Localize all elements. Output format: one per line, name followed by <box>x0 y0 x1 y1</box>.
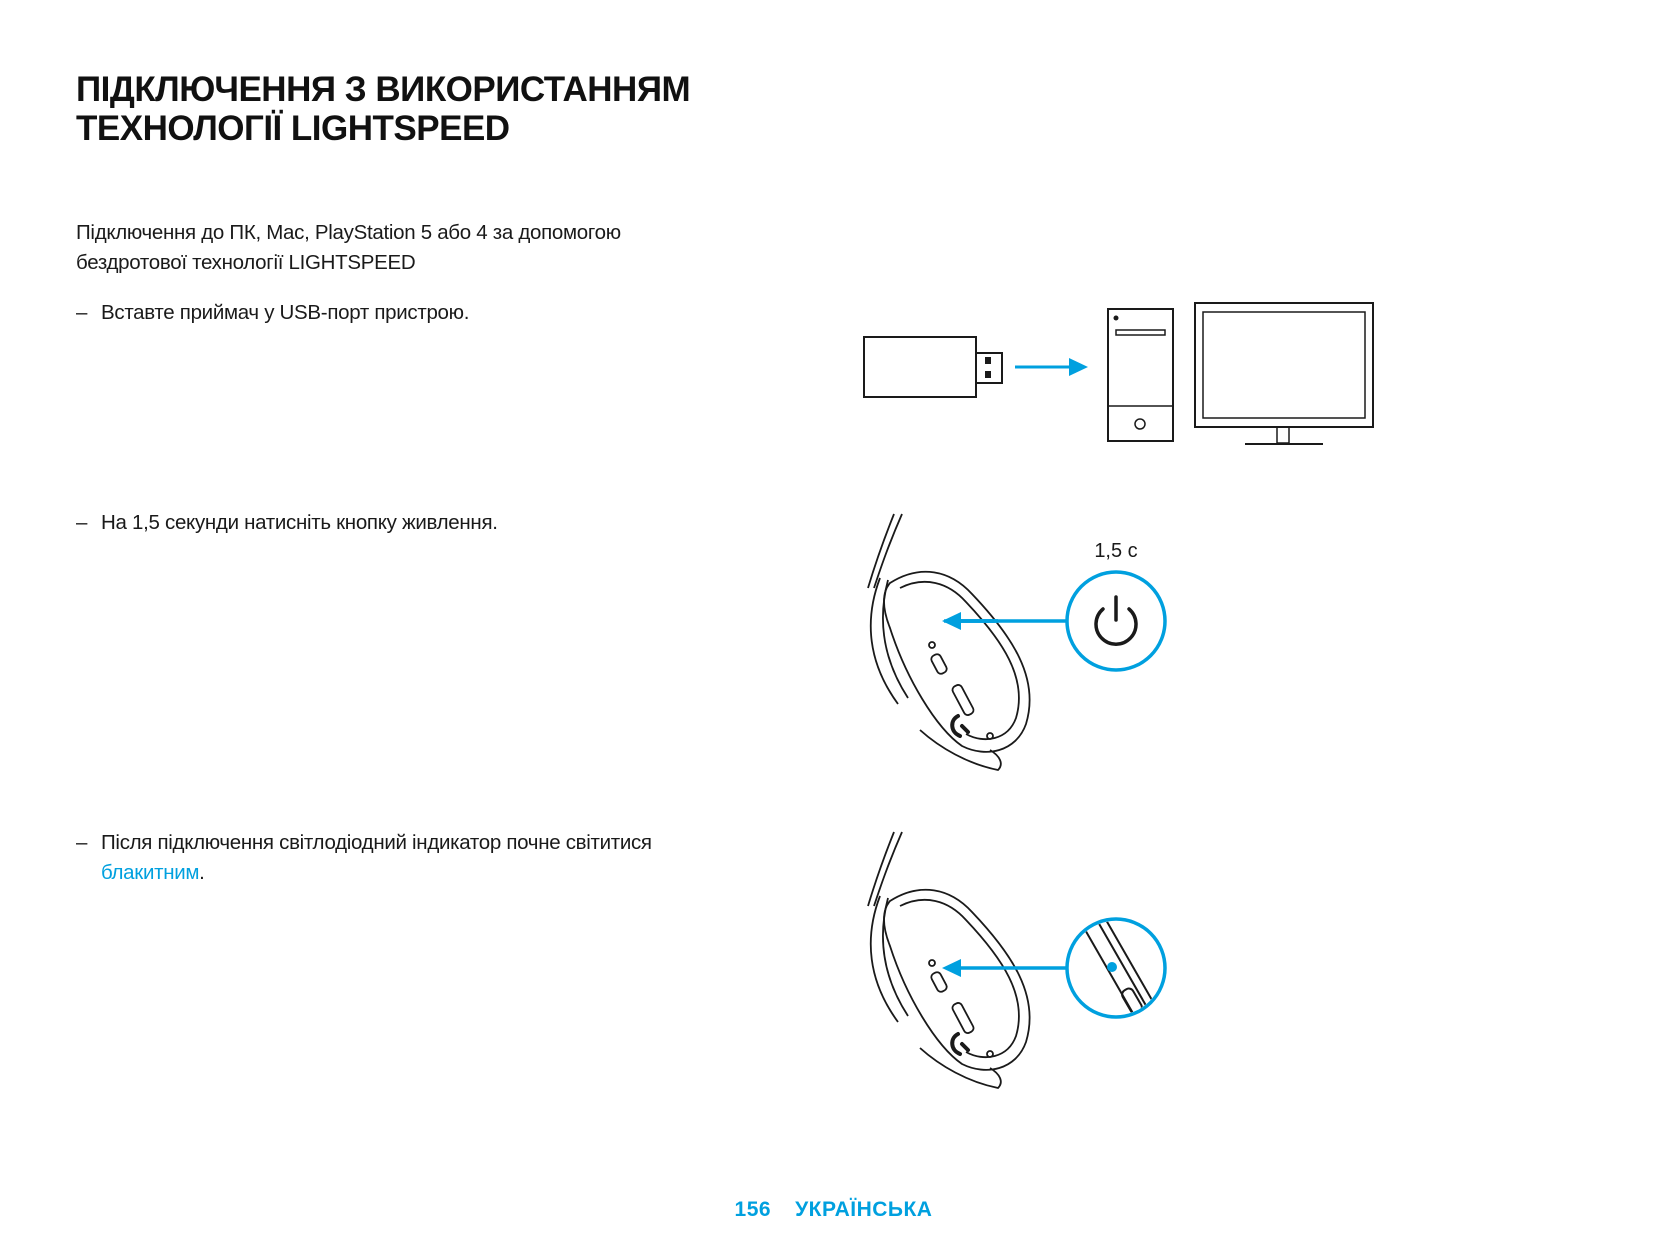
monitor-icon <box>1195 303 1373 444</box>
step-dash: – <box>76 301 88 324</box>
footer-language: УКРАЇНСЬКА <box>795 1198 933 1221</box>
page-title <box>76 70 690 148</box>
usb-receiver-illustration <box>850 295 1390 465</box>
led-indicator-icon <box>1107 962 1117 972</box>
press-duration-label: 1,5 с <box>1094 540 1138 562</box>
step-text <box>76 828 686 888</box>
pc-tower-icon <box>1108 309 1173 441</box>
step-highlight-blue: блакитним <box>101 861 200 884</box>
page-title-line-2: ТЕХНОЛОГІЇ LIGHTSPEED <box>76 109 510 148</box>
power-button-illustration <box>850 508 1180 780</box>
logitech-g-icon <box>952 1034 968 1054</box>
step-insert-receiver <box>76 298 686 328</box>
step-dash: – <box>76 831 88 854</box>
logitech-g-icon <box>952 716 968 736</box>
page-footer <box>0 1198 1667 1222</box>
step-text: На 1,5 секунди натисніть кнопку живлення. <box>101 511 498 534</box>
page-title-line-1: ПІДКЛЮЧЕННЯ З ВИКОРИСТАННЯМ <box>76 70 691 109</box>
step-press-power <box>76 508 686 538</box>
step-text-before: Після підключення світлодіодний індикатор почне світитися <box>101 831 652 854</box>
ear-cup-icon <box>884 890 1030 1070</box>
page-number: 156 <box>734 1198 772 1221</box>
step-dash: – <box>76 511 88 534</box>
intro-paragraph: Підключення до ПК, Mac, PlayStation 5 або 4 за допомогою бездротової технології LIGHTSPEED <box>76 221 621 274</box>
step-led-blue <box>76 828 686 888</box>
step-text-after: . <box>199 861 205 884</box>
step-text: Вставте приймач у USB-порт пристрою. <box>101 301 470 324</box>
ear-cup-icon <box>884 572 1030 752</box>
led-indicator-illustration <box>850 826 1180 1098</box>
usb-receiver-icon <box>864 337 976 397</box>
